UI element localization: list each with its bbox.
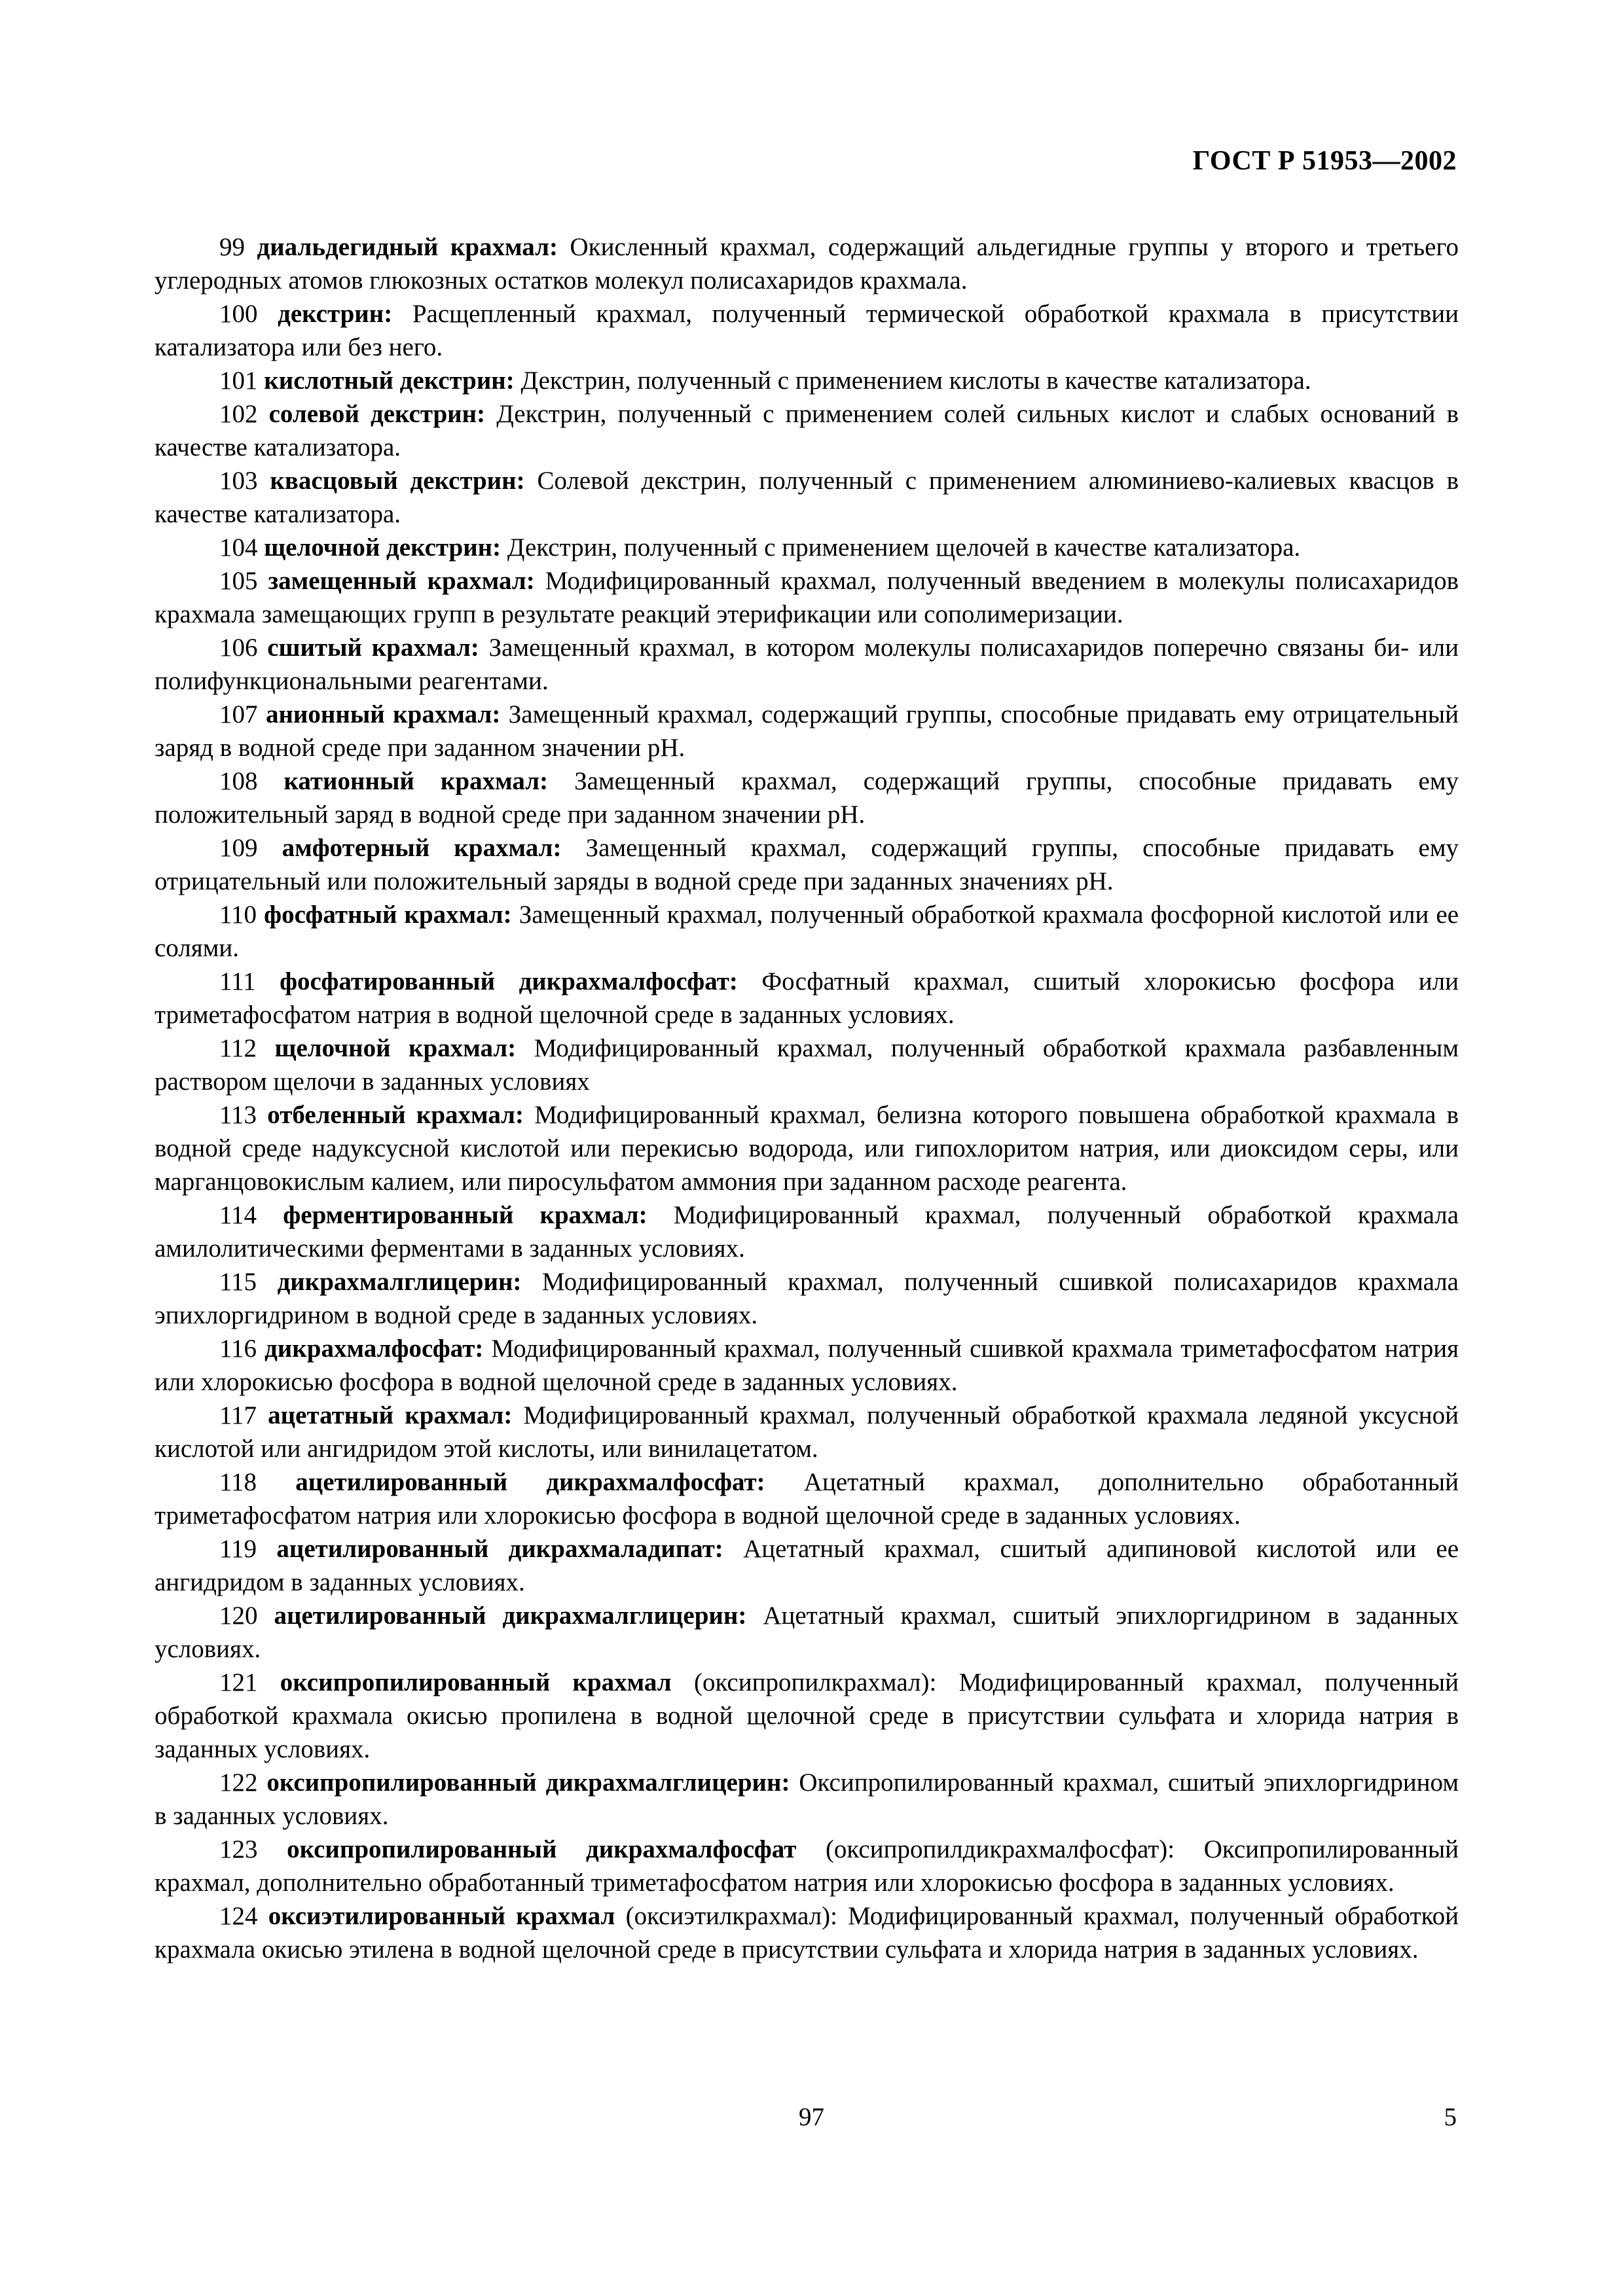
definition-paragraph xyxy=(155,297,1459,364)
entry-term: анионный крахмал: xyxy=(265,700,501,728)
entry-number: 100 xyxy=(219,300,258,328)
entry-term: солевой декстрин: xyxy=(268,400,486,428)
definition-paragraph xyxy=(155,965,1459,1031)
entry-number: 120 xyxy=(219,1602,258,1630)
entry-definition: Замещенный крахмал, содержащий группы, способные придавать ему положительный заряд в водной среде при заданном значении pH. xyxy=(155,767,1459,829)
entry-number: 102 xyxy=(219,400,258,428)
entry-term-synonym: (оксиэтилкрахмал): xyxy=(615,1902,837,1930)
entry-definition: Модифицированный крахмал, белизна которого повышена обработкой крахмала в водной среде надуксусной кислотой или перекисью водорода, или гипохлоритом натрия, или диоксидом серы, или марганцовокислым калием, или пиросульфатом аммония при заданном расходе реагента. xyxy=(155,1101,1459,1196)
definition-entry xyxy=(155,1766,1459,1833)
entry-definition: Модифицированный крахмал, полученный обработкой крахмала окисью этилена в водной щелочной среде в присутствии сульфата и хлорида натрия в заданных условиях. xyxy=(155,1902,1459,1964)
definition-entry xyxy=(155,230,1459,297)
entry-term: декстрин: xyxy=(278,300,393,328)
entry-definition: Фосфатный крахмал, сшитый хлорокисью фосфора или триметафосфатом натрия в водной щелочной среде в заданных условиях. xyxy=(155,967,1459,1029)
definition-entry xyxy=(155,698,1459,764)
entry-term: диальдегидный крахмал: xyxy=(257,233,558,261)
entry-number: 114 xyxy=(219,1201,257,1229)
entry-definition: Ацетатный крахмал, сшитый адипиновой кислотой или ее ангидридом в заданных условиях. xyxy=(155,1535,1459,1596)
entry-term: замещенный крахмал: xyxy=(268,567,535,595)
definition-entry xyxy=(155,297,1459,364)
entry-number: 99 xyxy=(219,233,245,261)
entry-term: катионный крахмал: xyxy=(283,767,549,795)
definition-entry xyxy=(155,1666,1459,1766)
definition-entry xyxy=(155,1465,1459,1532)
definition-entry xyxy=(155,898,1459,965)
entry-term: оксиэтилированный крахмал xyxy=(268,1902,615,1930)
entry-number: 111 xyxy=(219,967,256,996)
definition-paragraph xyxy=(155,464,1459,531)
entry-number: 108 xyxy=(219,767,258,795)
entry-definition: Расщепленный крахмал, полученный термической обработкой крахмала в присутствии катализатора или без него. xyxy=(155,300,1459,361)
entry-term: ацетилированный дикрахмалфосфат: xyxy=(295,1468,765,1496)
definition-paragraph xyxy=(155,1198,1459,1265)
definition-entry xyxy=(155,464,1459,531)
entry-definition: Ацетатный крахмал, сшитый эпихлоргидрином в заданных условиях. xyxy=(155,1602,1459,1663)
definition-paragraph xyxy=(155,1599,1459,1666)
entry-definition: Замещенный крахмал, в котором молекулы полисахаридов поперечно связаны би- или полифункциональными реагентами. xyxy=(155,634,1459,695)
entry-definition: Замещенный крахмал, содержащий группы, способные придавать ему отрицательный заряд в водной среде при заданном значении pH. xyxy=(155,700,1459,762)
definition-entry xyxy=(155,1198,1459,1265)
page-number-right: 5 xyxy=(1444,2103,1457,2131)
entry-definition: Модифицированный крахмал, полученный обработкой крахмала ледяной уксусной кислотой или ангидридом этой кислоты, или винилацетатом. xyxy=(155,1401,1459,1463)
definition-paragraph xyxy=(155,230,1459,297)
entry-definition: Окисленный крахмал, содержащий альдегидные группы у второго и третьего углеродных атомов глюкозных остатков молекул полисахаридов крахмала. xyxy=(155,233,1459,295)
definition-entry xyxy=(155,764,1459,831)
definition-paragraph xyxy=(155,1532,1459,1599)
entry-term: щелочной крахмал: xyxy=(274,1034,517,1062)
definition-paragraph xyxy=(155,1031,1459,1098)
entry-number: 112 xyxy=(219,1034,257,1062)
entry-number: 122 xyxy=(219,1768,258,1797)
entry-term: отбеленный крахмал: xyxy=(267,1101,524,1129)
entry-number: 118 xyxy=(219,1468,257,1496)
entry-number: 104 xyxy=(219,533,258,562)
definition-entry xyxy=(155,1265,1459,1332)
definition-paragraph xyxy=(155,698,1459,764)
definition-paragraph xyxy=(155,764,1459,831)
entry-term: фосфатированный дикрахмалфосфат: xyxy=(280,967,738,996)
definition-entry xyxy=(155,1031,1459,1098)
definition-entry xyxy=(155,1098,1459,1198)
entry-definition: Солевой декстрин, полученный с применением алюминиево-калиевых квасцов в качестве катализатора. xyxy=(155,467,1459,528)
entry-term: ферментированный крахмал: xyxy=(283,1201,647,1229)
entry-term: ацетилированный дикрахмаладипат: xyxy=(276,1535,723,1563)
entry-definition: Модифицированный крахмал, полученный обработкой крахмала разбавленным раствором щелочи в заданных условиях xyxy=(155,1034,1459,1096)
entry-term: дикрахмалфосфат: xyxy=(264,1335,484,1363)
entry-term: оксипропилированный крахмал xyxy=(280,1668,672,1696)
definition-paragraph xyxy=(155,531,1459,564)
entry-term: оксипропилированный дикрахмалфосфат xyxy=(287,1835,797,1863)
definition-entry xyxy=(155,1532,1459,1599)
definition-paragraph xyxy=(155,397,1459,464)
entry-number: 124 xyxy=(219,1902,258,1930)
entry-definition: Декстрин, полученный с применением кислоты в качестве катализатора. xyxy=(514,367,1311,395)
entry-term-synonym: (оксипропилкрахмал): xyxy=(671,1668,937,1696)
definition-paragraph xyxy=(155,1833,1459,1899)
definitions-body xyxy=(155,230,1459,1966)
definition-entry xyxy=(155,564,1459,631)
definition-paragraph xyxy=(155,831,1459,898)
entry-number: 103 xyxy=(219,467,258,495)
entry-definition: Ацетатный крахмал, дополнительно обработанный триметафосфатом натрия или хлорокисью фосфора в водной щелочной среде в заданных условиях. xyxy=(155,1468,1459,1530)
definition-entry xyxy=(155,1899,1459,1966)
entry-number: 106 xyxy=(219,634,258,662)
entry-definition: Декстрин, полученный с применением солей сильных кислот и слабых оснований в качестве катализатора. xyxy=(155,400,1459,461)
entry-definition: Замещенный крахмал, содержащий группы, способные придавать ему отрицательный или положительный заряды в водной среде при заданных значениях pH. xyxy=(155,834,1459,895)
entry-term: дикрахмалглицерин: xyxy=(277,1268,522,1296)
definition-entry xyxy=(155,1833,1459,1899)
entry-term: ацетилированный дикрахмалглицерин: xyxy=(274,1602,747,1630)
definition-paragraph xyxy=(155,364,1459,397)
definition-paragraph xyxy=(155,1098,1459,1198)
entry-term-synonym: (оксипропилдикрахмалфосфат): xyxy=(796,1835,1175,1863)
definition-entry xyxy=(155,965,1459,1031)
definition-entry xyxy=(155,631,1459,698)
definition-entry xyxy=(155,1399,1459,1465)
entry-number: 123 xyxy=(219,1835,258,1863)
entry-number: 109 xyxy=(219,834,258,862)
entry-number: 116 xyxy=(219,1335,257,1363)
entry-number: 117 xyxy=(219,1401,257,1429)
definition-entry xyxy=(155,1599,1459,1666)
entry-number: 107 xyxy=(219,700,258,728)
entry-number: 110 xyxy=(219,901,257,929)
definition-paragraph xyxy=(155,1899,1459,1966)
entry-definition: Оксипропилированный крахмал, дополнительно обработанный триметафосфатом натрия или хлорокисью фосфора в заданных условиях. xyxy=(155,1835,1459,1897)
entry-term: щелочной декстрин: xyxy=(264,533,501,562)
entry-number: 121 xyxy=(219,1668,258,1696)
entry-number: 115 xyxy=(219,1268,257,1296)
entry-definition: Модифицированный крахмал, полученный сшивкой крахмала триметафосфатом натрия или хлорокисью фосфора в водной щелочной среде в заданных условиях. xyxy=(155,1335,1459,1396)
definition-entry xyxy=(155,831,1459,898)
definition-paragraph xyxy=(155,1399,1459,1465)
entry-term: сшитый крахмал: xyxy=(267,634,479,662)
entry-number: 101 xyxy=(219,367,258,395)
definition-entry xyxy=(155,397,1459,464)
entry-definition: Модифицированный крахмал, полученный обработкой крахмала окисью пропилена в водной щелочной среде в присутствии сульфата и хлорида натрия в заданных условиях. xyxy=(155,1668,1459,1763)
definition-entry xyxy=(155,364,1459,397)
entry-definition: Модифицированный крахмал, полученный обработкой крахмала амилолитическими ферментами в заданных условиях. xyxy=(155,1201,1459,1263)
page-number-center: 97 xyxy=(799,2103,824,2131)
entry-number: 119 xyxy=(219,1535,257,1563)
definition-paragraph xyxy=(155,1766,1459,1833)
definition-paragraph xyxy=(155,1465,1459,1532)
definition-paragraph xyxy=(155,564,1459,631)
definition-paragraph xyxy=(155,1666,1459,1766)
document-id-header: ГОСТ Р 51953—2002 xyxy=(1192,146,1457,176)
definition-paragraph xyxy=(155,898,1459,965)
entry-definition: Модифицированный крахмал, полученный введением в молекулы полисахаридов крахмала замещающих групп в результате реакций этерификации или сополимеризации. xyxy=(155,567,1459,628)
definition-entry xyxy=(155,531,1459,564)
entry-term: кислотный декстрин: xyxy=(264,367,515,395)
entry-term: квасцовый декстрин: xyxy=(270,467,525,495)
entry-term: оксипропилированный дикрахмалглицерин: xyxy=(266,1768,790,1797)
entry-term: ацетатный крахмал: xyxy=(268,1401,513,1429)
entry-definition: Модифицированный крахмал, полученный сшивкой полисахаридов крахмала эпихлоргидрином в водной среде в заданных условиях. xyxy=(155,1268,1459,1329)
entry-definition: Замещенный крахмал, полученный обработкой крахмала фосфорной кислотой или ее солями. xyxy=(155,901,1459,962)
definition-paragraph xyxy=(155,631,1459,698)
entry-number: 113 xyxy=(219,1101,257,1129)
entry-term: фосфатный крахмал: xyxy=(264,901,512,929)
entry-number: 105 xyxy=(219,567,258,595)
entry-definition: Оксипропилированный крахмал, сшитый эпихлоргидрином в заданных условиях. xyxy=(155,1768,1459,1830)
entry-definition: Декстрин, полученный с применением щелочей в качестве катализатора. xyxy=(501,533,1301,562)
entry-term: амфотерный крахмал: xyxy=(282,834,562,862)
definition-paragraph xyxy=(155,1332,1459,1399)
definition-paragraph xyxy=(155,1265,1459,1332)
definition-entry xyxy=(155,1332,1459,1399)
